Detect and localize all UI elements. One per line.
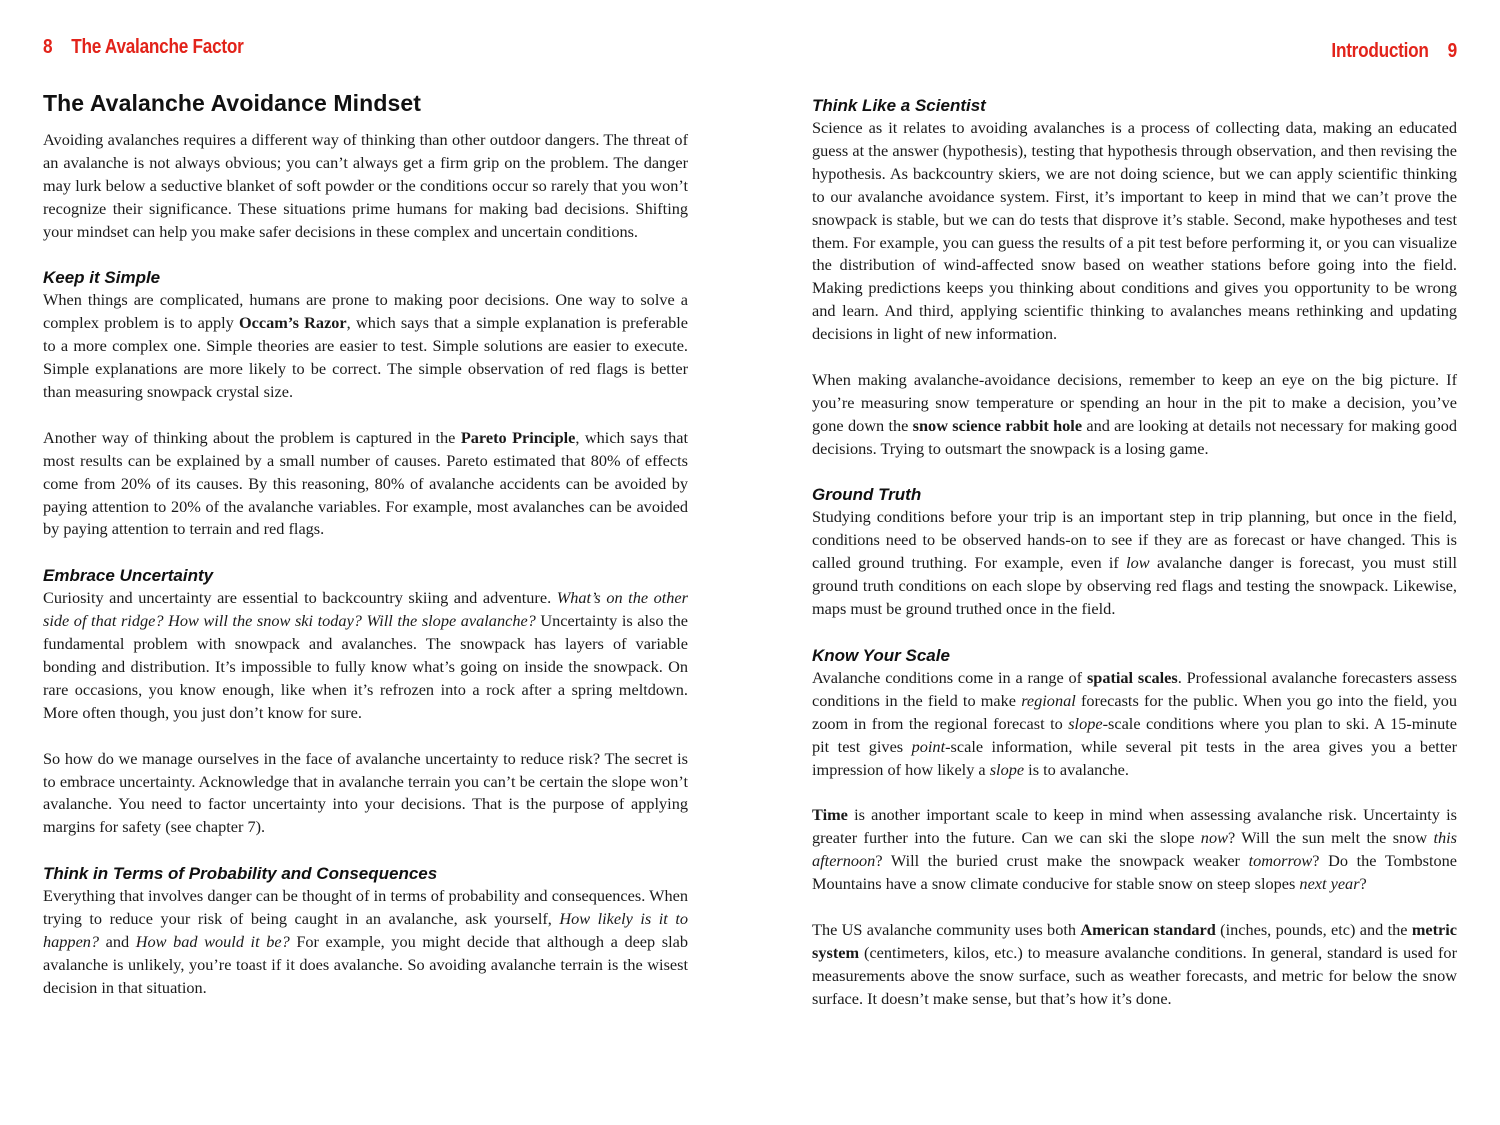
right-page-number: 9	[1447, 40, 1457, 62]
heading-scientist: Think Like a Scientist	[812, 96, 986, 115]
term-spatial-scales: spatial scales	[1086, 667, 1178, 687]
term-pareto-principle: Pareto Principle	[460, 427, 576, 447]
probability-paragraph: Everything that involves danger can be thought of in terms of probability and consequences. When trying to reduce your risk of being caught in an avalanche, ask yourself, How likely is it to happen? and How bad would it be? For example, you might decide that although a deep slab avalanche is unlikely, you’re toast if it does avalanche. So avoiding avalanche terrain is the wisest decision in that situation.	[43, 886, 689, 997]
intro-paragraph: Avoiding avalanches requires a different way of thinking than other outdoor dangers. The threat of an avalanche is not always obvious; you can’t always get a firm grip on the problem. The danger may lurk below a seductive blanket of soft powder or the conditions occur so rarely that you won’t recognize their significance. These situations prime humans for making bad decisions. Shifting your mindset can help you make safer decisions in these complex and uncertain conditions.	[43, 130, 688, 241]
scale-paragraph-1: Avalanche conditions come in a range of spatial scales. Professional avalanche forecasters assess conditions in the field to make regional forecasts for the public. When you go into the field, you zoom in from the regional forecast to slope-scale conditions where you plan to ski. A 15-minute pit test gives point-scale information, while several pit tests in the area gives you a better impression of how likely a slope is to avalanche.	[812, 667, 1458, 779]
scientist-paragraph-1: Science as it relates to avoiding avalanches is a process of collecting data, making an educated guess at the answer (hypothesis), testing that hypothesis through observation, and then revising the hypothesis. As backcountry skiers, we are not doing science, but we can apply scientific thinking to our avalanche avoidance system. First, it’s important to keep in mind that we can’t prove the snowpack is stable, but we can do tests that disprove it’s stable. Second, make hypotheses and test them. For example, you can guess the results of a pit test before performing it, or you can visualize the distribution of wind-affected snow based on weather stations before going into the field. Making predictions keeps you thinking about conditions and gives you opportunity to be wrong and learn. And third, applying scientific thinking to avalanches means rethinking and updating decisions in light of new information.	[812, 118, 1457, 344]
keep-simple-paragraph-1: When things are complicated, humans are prone to making poor decisions. One way to solve a complex problem is to apply Occam’s Razor, which says that a simple explanation is preferable to a more complex one. Simple theories are easier to test. Simple solutions are easier to execute. Simple explanations are more likely to be correct. The simple observation of red flags is better than measuring snowpack crystal size.	[43, 290, 688, 402]
scale-paragraph-3: The US avalanche community uses both American standard (inches, pounds, etc) and the metric system (centimeters, kilos, etc.) to measure avalanche conditions. In general, standard is used for measurements above the snow surface, such as weather forecasts, and metric for below the snow surface. It doesn’t make sense, but that’s how it’s done.	[812, 919, 1457, 1008]
left-page-number: 8	[43, 36, 53, 58]
left-column	[43, 90, 688, 1000]
term-metric-system: metric system	[812, 919, 1457, 962]
heading-know-scale: Know Your Scale	[812, 645, 950, 665]
heading-probability: Think in Terms of Probability and Consequences	[43, 864, 438, 884]
right-column	[812, 94, 1457, 1010]
right-running-head	[1332, 40, 1457, 63]
embrace-paragraph-2: So how do we manage ourselves in the face of avalanche uncertainty to reduce risk? The secret is to embrace uncertainty. Acknowledge that in avalanche terrain you can’t be certain the slope won’t avalanche. You need to factor uncertainty into your decisions. That is the purpose of applying margins for safety (see chapter 7).	[43, 748, 688, 837]
heading-embrace-uncertainty: Embrace Uncertainty	[43, 566, 214, 586]
scientist-paragraph-2: When making avalanche-avoidance decisions, remember to keep an eye on the big picture. If you’re measuring snow temperature or spending an hour in the pit to make a decision, you’ve gone down the snow science rabbit hole and are looking at details not necessary for making good decisions. Trying to outsmart the snowpack is a losing game.	[812, 369, 1457, 458]
right-running-title: Introduction	[1331, 40, 1429, 62]
section-title: The Avalanche Avoidance Mindset	[43, 90, 422, 116]
scale-paragraph-2: Time is another important scale to keep in mind when assessing avalanche risk. Uncertainty is greater further into the future. Can we can ski the slope now? Will the sun melt the snow this afternoon? Will the buried crust make the snowpack weaker tomorrow? Do the Tombstone Mountains have a snow climate conducive for stable snow on steep slopes next year?	[812, 805, 1458, 894]
heading-keep-simple: Keep it Simple	[43, 268, 161, 288]
right-page	[750, 0, 1500, 1125]
embrace-paragraph-1: Curiosity and uncertainty are essential to backcountry skiing and adventure. What’s on the other side of that ridge? How will the snow ski today? Will the slope avalanche? Uncertainty is also the fundamental problem with snowpack and avalanches. The snowpack has layers of variable bonding and distribution. It’s impossible to fully know what’s going on inside the snowpack. On rare occasions, you know enough, like when it’s refrozen into a rock after a spring meltdown. More often though, you just don’t know for sure.	[43, 588, 688, 722]
left-running-title: The Avalanche Factor	[71, 36, 244, 58]
heading-ground-truth: Ground Truth	[812, 485, 922, 505]
term-occams-razor: Occam’s Razor	[239, 313, 347, 333]
term-time: Time	[812, 805, 848, 825]
term-american-standard: American standard	[1080, 919, 1216, 939]
ground-truth-paragraph: Studying conditions before your trip is an important step in trip planning, but once in the field, conditions need to be observed hands-on to see if they are as forecast or have changed. This is called ground truthing. For example, even if low avalanche danger is forecast, you must still ground truth conditions on each slope by observing red flags and testing the snowpack. Likewise, maps must be ground truthed once in the field.	[812, 507, 1457, 619]
left-running-head	[43, 36, 244, 59]
keep-simple-paragraph-2: Another way of thinking about the problem is captured in the Pareto Principle, which says that most results can be explained by a small number of causes. Pareto estimated that 80% of effects come from 20% of its causes. By this reasoning, 80% of avalanche accidents can be avoided by paying attention to 20% of the avalanche variables. For example, most avalanches can be avoided by paying attention to terrain and red flags.	[43, 427, 688, 539]
term-rabbit-hole: snow science rabbit hole	[912, 415, 1083, 435]
